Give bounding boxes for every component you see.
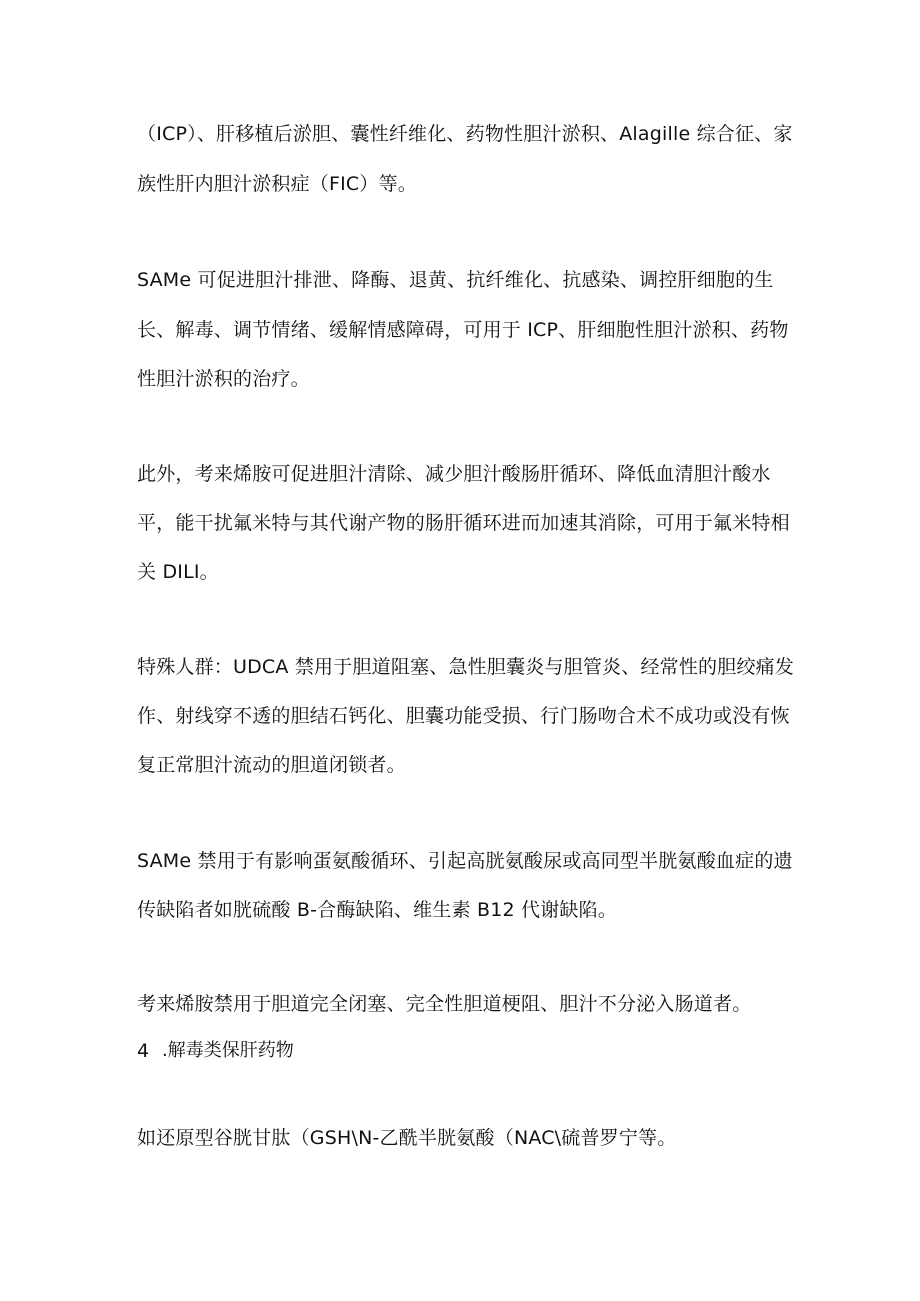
section-title: .解毒类保肝药物 xyxy=(162,1040,294,1061)
text-line: 考来烯胺禁用于胆道完全闭塞、完全性胆道梗阻、胆汁不分泌入肠道者。 xyxy=(137,993,752,1015)
text-line: 此外，考来烯胺可促进胆汁清除、减少胆汁酸肠肝循环、降低血清胆汁酸水 xyxy=(137,463,771,485)
text-line: 特殊人群：UDCA 禁用于胆道阻塞、急性胆囊炎与胆管炎、经常性的胆绞痛发 xyxy=(137,656,795,678)
text-line: 平，能干扰氟米特与其代谢产物的肠肝循环进而加速其消除，可用于氟米特相 xyxy=(137,512,790,534)
text-line: SAMe 禁用于有影响蛋氨酸循环、引起高胱氨酸尿或高同型半胱氨酸血症的遗 xyxy=(137,850,793,872)
text-line: SAMe 可促进胆汁排泄、降酶、退黄、抗纤维化、抗感染、调控肝细胞的生 xyxy=(137,269,774,291)
text-line: （ICP）、肝移植后淤胆、囊性纤维化、药物性胆汁淤积、Alagille 综合征、家 xyxy=(137,123,793,145)
text-line: 传缺陷者如胱硫酸 B-合酶缺陷、维生素 B12 代谢缺陷。 xyxy=(137,899,618,921)
text-line: 族性肝内胆汁淤积症（FIC）等。 xyxy=(137,173,417,195)
text-line: 长、解毒、调节情绪、缓解情感障碍，可用于 ICP、肝细胞性胆汁淤积、药物 xyxy=(137,319,789,341)
text-line: 作、射线穿不透的胆结石钙化、胆囊功能受损、行门肠吻合术不成功或没有恢 xyxy=(137,705,790,727)
text-line: 关 DILI。 xyxy=(137,561,219,583)
text-line: 如还原型谷胱甘肽（GSH\N-乙酰半胱氨酸（NAC\硫普罗宁等。 xyxy=(137,1127,677,1149)
section-number: 4 xyxy=(137,1040,150,1062)
text-line: 性胆汁淤积的治疗。 xyxy=(137,368,310,390)
text-line: 复正常胆汁流动的胆道闭锁者。 xyxy=(137,754,406,776)
